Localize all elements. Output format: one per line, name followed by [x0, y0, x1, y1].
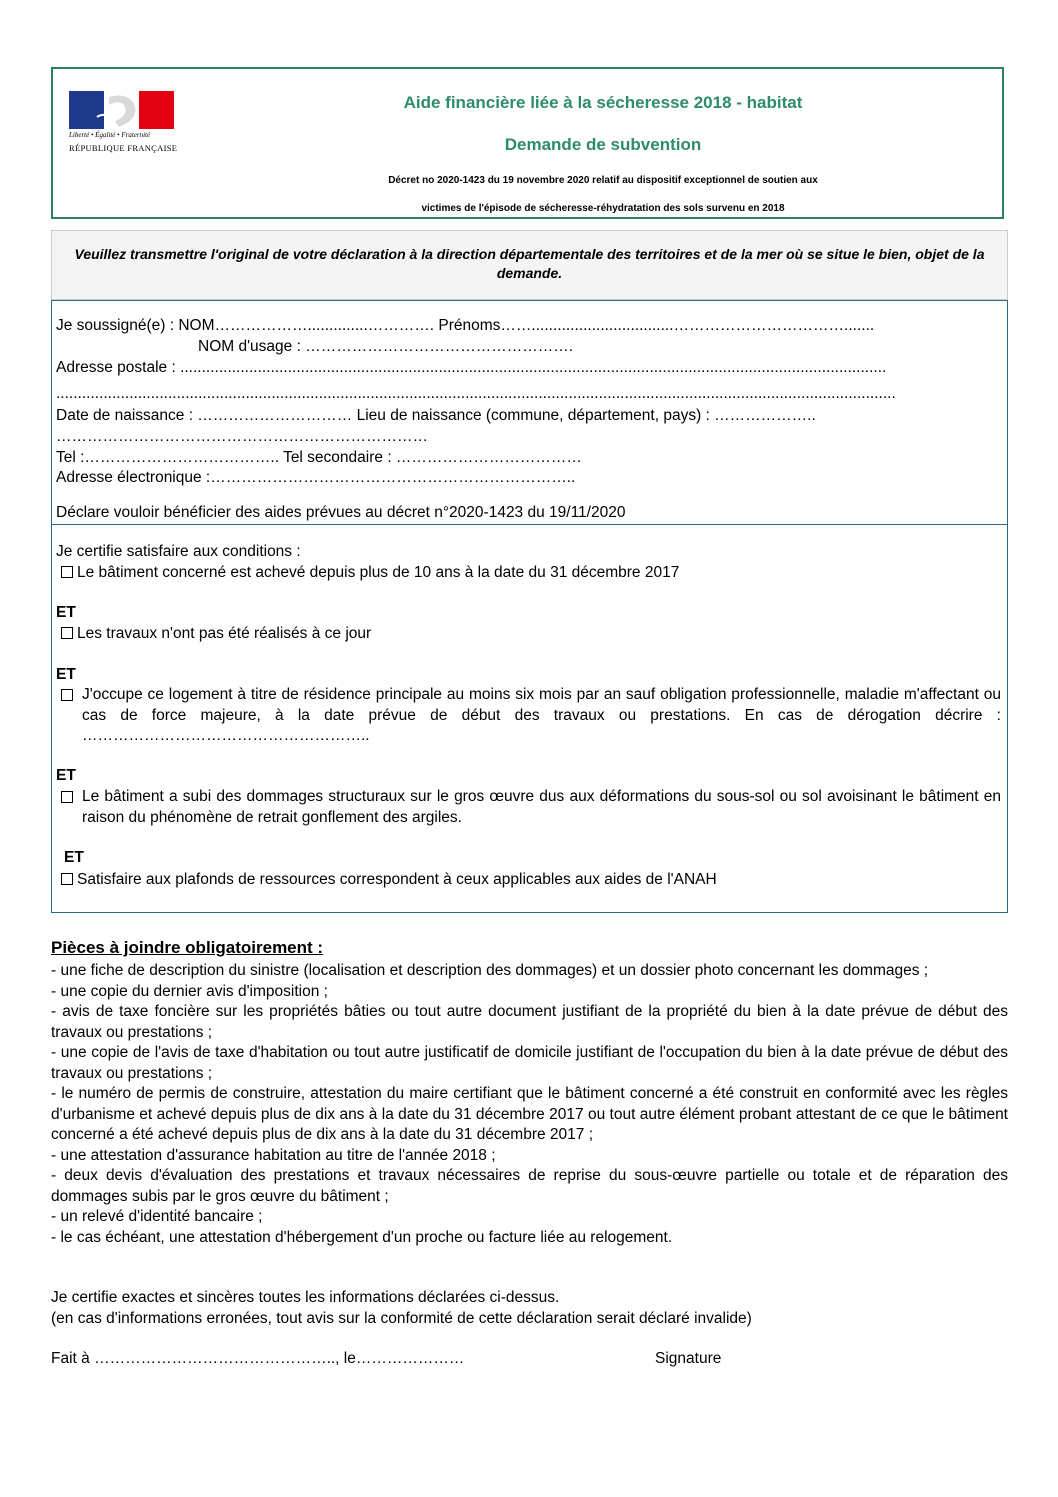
logo-motto: Liberté • Égalité • Fraternité [69, 131, 151, 139]
field-naissance[interactable]: Date de naissance : ………………………… Lieu de naissance (commune, département, pays) : ……………….. [56, 407, 816, 424]
declare-text: Déclare vouloir bénéficier des aides prévues au décret n°2020-1423 du 19/11/2020 [56, 504, 626, 521]
list-item: - une fiche de description du sinistre (localisation et description des dommages) et un dossier photo concernant les dommages ; [51, 962, 929, 979]
signature-label: Signature [655, 1350, 722, 1367]
list-item: - une attestation d'assurance habitation au titre de l'année 2018 ; [51, 1146, 496, 1164]
condition-2-text: Les travaux n'ont pas été réalisés à ce jour [77, 625, 372, 642]
marianne-flag-icon [69, 91, 174, 129]
condition-5-text: Satisfaire aux plafonds de ressources correspondent à ceux applicables aux aides de l'ANAH [77, 871, 717, 888]
field-naissance-2[interactable]: ……………………………………………………………… [56, 428, 428, 445]
et-label-4: ET [64, 849, 84, 866]
identity-box [51, 300, 1008, 525]
list-item: - avis de taxe foncière sur les propriétés bâties ou tout autre document justifiant de la propriété du bien à la date prévue de début des travaux ou prestations ; [51, 1003, 1008, 1041]
checkbox-condition-1[interactable] [61, 566, 73, 578]
checkbox-condition-5[interactable] [61, 873, 73, 885]
field-nom[interactable]: Je soussigné(e) : NOM………………..............…………. Prénoms…….................................……………………………....... [56, 317, 875, 334]
conditions-intro: Je certifie satisfaire aux conditions : [56, 543, 301, 560]
decret-line-1: Décret no 2020-1423 du 19 novembre 2020 relatif au dispositif exceptionnel de soutien aux [388, 175, 818, 186]
decret-line-2: victimes de l'épisode de sécheresse-réhydratation des sols survenu en 2018 [421, 203, 785, 214]
checkbox-condition-4[interactable] [61, 791, 73, 803]
header-box [51, 67, 1004, 219]
fait-a-field[interactable]: Fait à ……………………………………….., le………………… [51, 1350, 465, 1367]
notice-box [51, 230, 1008, 300]
et-label-2: ET [56, 666, 76, 683]
page-subtitle: Demande de subvention [504, 135, 702, 154]
conditions-box [51, 525, 1008, 913]
checkbox-condition-2[interactable] [61, 627, 73, 639]
list-item: - deux devis d'évaluation des prestations et travaux nécessaires de reprise du sous-œuvre partielle ou totale et de réparation des dommages subis par le gros œuvre du bâtiment ; [51, 1167, 1008, 1205]
field-email[interactable]: Adresse électronique :…………………………………………………………….. [56, 469, 576, 486]
field-adresse-2[interactable]: ................................................................................................................................................................................................... [56, 385, 896, 402]
field-adresse[interactable]: Adresse postale : .................................................................................................................................................................... [56, 359, 887, 376]
condition-1 [61, 564, 679, 582]
certification-line-1: Je certifie exactes et sincères toutes les informations déclarées ci-dessus. [51, 1289, 560, 1306]
pieces-list [51, 961, 1008, 1248]
certification-line-2: (en cas d'informations erronées, tout avis sur la conformité de cette déclaration serait déclaré invalide) [51, 1310, 752, 1327]
list-item: - une copie du dernier avis d'imposition ; [51, 982, 328, 1000]
list-item: - le numéro de permis de construire, attestation du maire certifiant que le bâtiment concerné a été construit en conformité avec les règles d'urbanisme et achevé depuis plus de dix ans à la date du 31 décembre 2017 ou tout autre élément probant attestant de ce que le bâtiment concerné a été achevé depuis plus de dix ans à la date du 31 décembre 2017 ; [51, 1085, 1008, 1143]
logo-republic: RÉPUBLIQUE FRANÇAISE [69, 143, 178, 153]
marianne-logo [69, 91, 177, 161]
pieces-title: Pièces à joindre obligatoirement : [51, 938, 324, 957]
checkbox-condition-3[interactable] [61, 689, 73, 701]
et-label-3: ET [56, 767, 76, 784]
notice-text: Veuillez transmettre l'original de votre déclaration à la direction départementale des territoires et de la mer où se situe le bien, objet de la demande. [74, 246, 985, 281]
condition-5 [61, 871, 717, 889]
condition-3-text: J'occupe ce logement à titre de résidence principale au moins six mois par an sauf obligation professionnelle, maladie m'affectant ou cas de force majeure, à la date prévue de début des travaux ou prestations. En cas de dérogation décrire : ……………………………………………….. [82, 686, 1001, 744]
condition-1-text: Le bâtiment concerné est achevé depuis plus de 10 ans à la date du 31 décembre 2017 [77, 564, 680, 581]
condition-2 [61, 625, 371, 643]
et-label-1: ET [56, 604, 76, 621]
certification [51, 1287, 752, 1329]
field-nom-usage[interactable]: NOM d'usage : ……………………………………………. [198, 338, 574, 355]
condition-4-text: Le bâtiment a subi des dommages structuraux sur le gros œuvre dus aux déformations du sous-sol ou sol avoisinant le bâtiment en raison du phénomène de retrait gonflement des argiles. [82, 788, 1001, 826]
list-item: - le cas échéant, une attestation d'hébergement d'un proche ou facture liée au relogement. [51, 1228, 673, 1246]
page-title: Aide financière liée à la sécheresse 2018 - habitat [403, 93, 803, 112]
list-item: - une copie de l'avis de taxe d'habitation ou tout autre justificatif de domicile justifiant de l'occupation du bien à la date prévue de début des travaux ou prestations ; [51, 1044, 1008, 1082]
field-tel[interactable]: Tel :……………………………….. Tel secondaire : ……………………………… [56, 449, 582, 466]
list-item: - un relevé d'identité bancaire ; [51, 1208, 263, 1225]
